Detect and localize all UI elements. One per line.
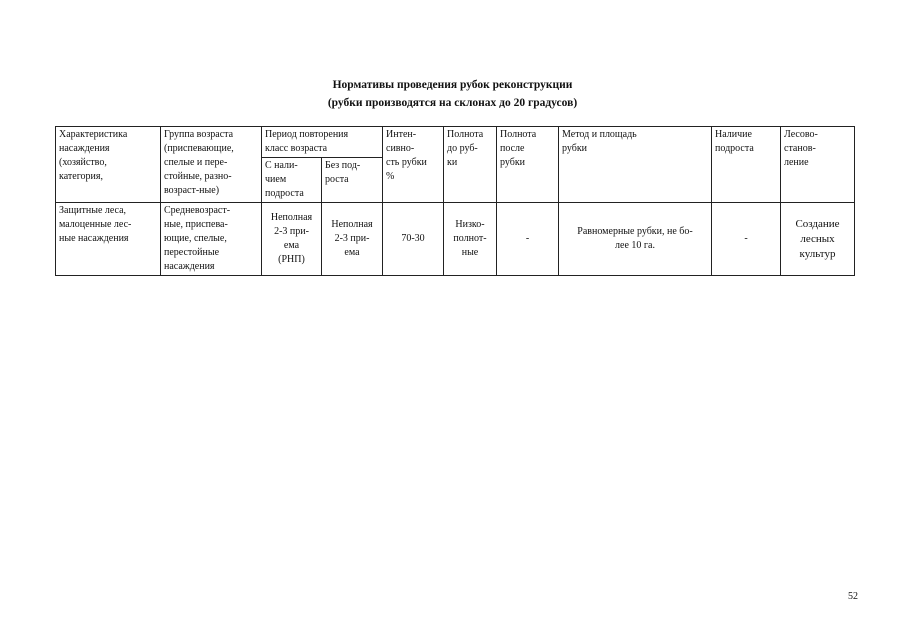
header-with-undergrowth: С нали- чием подроста (262, 158, 322, 203)
header-age-group: Группа возраста (приспевающие, спелые и пере- стойные, разно- возраст-ные) (161, 127, 262, 203)
cell-undergrowth: - (712, 203, 781, 276)
header-reforestation: Лесово- станов- ление (781, 127, 855, 203)
title-line-1: Нормативы проведения рубок реконструкции (332, 79, 573, 91)
header-repeat-period: Период повторения класс возраста (262, 127, 383, 158)
cell-characteristic: Защитные леса, малоценные лес- ные насаждения (56, 203, 161, 276)
header-characteristic: Характеристика насаждения (хозяйство, категория, (56, 127, 161, 203)
header-density-after: Полнота после рубки (497, 127, 559, 203)
cell-density-before: Низко- полнот- ные (444, 203, 497, 276)
header-without-undergrowth: Без под- роста (322, 158, 383, 203)
cell-density-after: - (497, 203, 559, 276)
norms-table (55, 126, 855, 276)
header-row-1 (56, 127, 855, 158)
title-line-2: (рубки производятся на склонах до 20 градусов) (327, 97, 578, 109)
document-title (0, 76, 905, 112)
page-number: 52 (848, 591, 858, 602)
cell-with-undergrowth: Неполная 2-3 при- ема (РНП) (262, 203, 322, 276)
header-undergrowth: Наличие подроста (712, 127, 781, 203)
header-density-before: Полнота до руб- ки (444, 127, 497, 203)
table-row (56, 203, 855, 276)
cell-age-group: Средневозраст- ные, приспева- ющие, спелые, перестойные насаждения (161, 203, 262, 276)
cell-without-undergrowth: Неполная 2-3 при- ема (322, 203, 383, 276)
header-method: Метод и площадь рубки (559, 127, 712, 203)
cell-intensity: 70-30 (383, 203, 444, 276)
cell-method: Равномерные рубки, не бо- лее 10 га. (559, 203, 712, 276)
header-intensity: Интен- сивно- сть рубки % (383, 127, 444, 203)
cell-reforestation: Создание лесных культур (781, 203, 855, 276)
